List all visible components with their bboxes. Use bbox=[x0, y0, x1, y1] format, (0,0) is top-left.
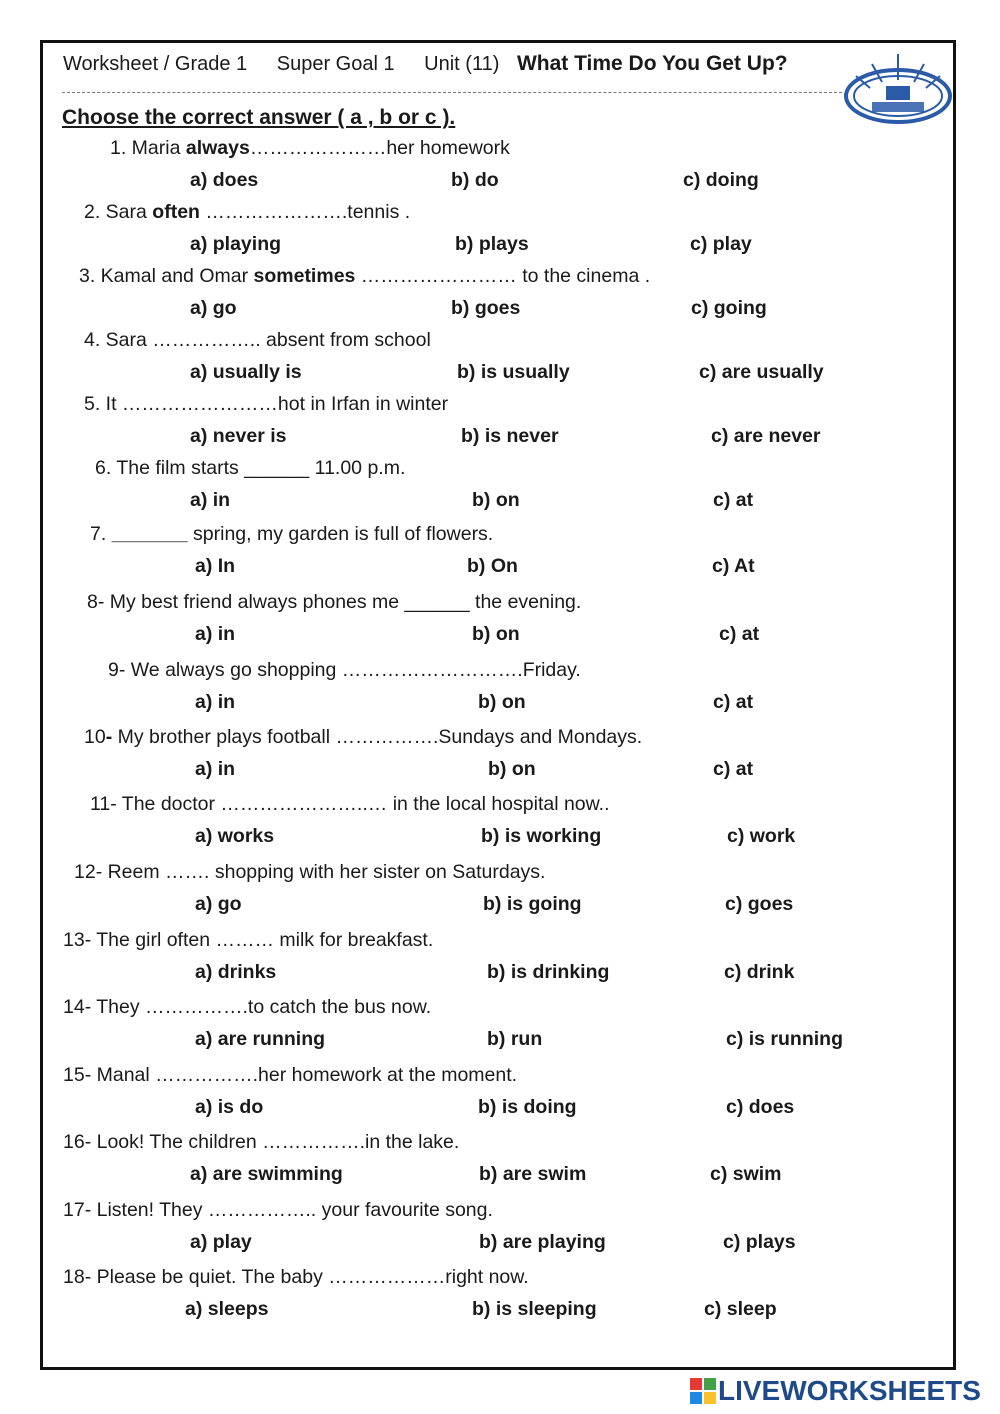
question-16 bbox=[63, 1131, 459, 1154]
option-a[interactable]: a) in bbox=[195, 691, 236, 713]
question-7 bbox=[90, 523, 493, 546]
question-1 bbox=[110, 137, 510, 160]
header-title: What Time Do You Get Up? bbox=[516, 52, 788, 75]
question-text: 17- Listen! They …………….. your favourite song. bbox=[63, 1199, 493, 1221]
footer-brand bbox=[690, 1376, 981, 1406]
question-text: 2. Sara bbox=[84, 201, 153, 223]
option-a[interactable]: a) usually is bbox=[190, 361, 302, 383]
question-text: 11- The doctor …………………..… in the local hospital now.. bbox=[90, 793, 610, 815]
question-2 bbox=[84, 201, 410, 224]
question-rest: My brother plays football …………….Sundays and Mondays. bbox=[112, 726, 643, 748]
option-c[interactable]: c) are usually bbox=[699, 361, 824, 383]
option-a[interactable]: a) in bbox=[195, 623, 236, 645]
option-a[interactable]: a) are running bbox=[195, 1028, 326, 1050]
option-a[interactable]: a) go bbox=[195, 893, 242, 915]
question-13 bbox=[63, 929, 433, 952]
option-b[interactable]: b) is drinking bbox=[487, 961, 610, 983]
option-c[interactable]: c) doing bbox=[683, 169, 759, 191]
option-a[interactable]: a) never is bbox=[190, 425, 287, 447]
question-14 bbox=[63, 996, 431, 1019]
question-12 bbox=[74, 861, 545, 884]
option-a[interactable]: a) go bbox=[190, 297, 237, 319]
worksheet-header bbox=[63, 52, 788, 76]
question-keyword: - bbox=[105, 726, 113, 748]
header-worksheet: Worksheet / Grade 1 bbox=[63, 53, 248, 75]
option-b[interactable]: b) is going bbox=[483, 893, 582, 915]
option-c[interactable]: c) drink bbox=[724, 961, 795, 983]
option-a[interactable]: a) sleeps bbox=[185, 1298, 269, 1320]
option-b[interactable]: b) is working bbox=[481, 825, 602, 847]
option-b[interactable]: b) on bbox=[488, 758, 536, 780]
question-text: 14- They …………….to catch the bus now. bbox=[63, 996, 432, 1018]
question-text: 10 bbox=[84, 726, 106, 748]
question-11 bbox=[90, 793, 610, 816]
option-a[interactable]: a) is do bbox=[195, 1096, 264, 1118]
question-keyword: often bbox=[152, 201, 200, 223]
question-text: 13- The girl often ……… milk for breakfast. bbox=[63, 929, 434, 951]
question-text: 6. The film starts ______ 11.00 p.m. bbox=[95, 457, 406, 479]
question-4 bbox=[84, 329, 431, 352]
option-c[interactable]: c) are never bbox=[711, 425, 821, 447]
question-8 bbox=[87, 591, 581, 614]
school-logo bbox=[842, 50, 954, 126]
option-a[interactable]: a) in bbox=[190, 489, 231, 511]
question-10 bbox=[84, 726, 642, 749]
option-b[interactable]: b) on bbox=[472, 489, 520, 511]
option-b[interactable]: b) On bbox=[467, 555, 518, 577]
option-c[interactable]: c) work bbox=[727, 825, 796, 847]
liveworksheets-logo-icon bbox=[690, 1378, 716, 1404]
question-text: 12- Reem ……. shopping with her sister on Saturdays. bbox=[74, 861, 546, 883]
option-b[interactable]: b) is doing bbox=[478, 1096, 577, 1118]
option-b[interactable]: b) are playing bbox=[479, 1231, 606, 1253]
question-text: 5. It ……………………hot in Irfan in winter bbox=[84, 393, 449, 415]
header-divider bbox=[62, 92, 842, 93]
question-text: 8- My best friend always phones me ______ the evening. bbox=[87, 591, 582, 613]
option-b[interactable]: b) plays bbox=[455, 233, 529, 255]
question-text: 4. Sara …………….. absent from school bbox=[84, 329, 431, 351]
option-b[interactable]: b) is usually bbox=[457, 361, 570, 383]
question-rest: ………………….tennis . bbox=[199, 201, 411, 223]
question-15 bbox=[63, 1064, 517, 1087]
question-rest: …………………… to the cinema . bbox=[355, 265, 651, 287]
question-text: 7. bbox=[90, 523, 112, 545]
option-a[interactable]: a) does bbox=[190, 169, 259, 191]
question-keyword: sometimes bbox=[253, 265, 356, 287]
question-18 bbox=[63, 1266, 529, 1289]
option-c[interactable]: c) at bbox=[713, 489, 754, 511]
question-rest: …………………her homework bbox=[249, 137, 510, 159]
option-b[interactable]: b) on bbox=[472, 623, 520, 645]
option-c[interactable]: c) at bbox=[719, 623, 760, 645]
option-b[interactable]: b) on bbox=[478, 691, 526, 713]
option-b[interactable]: b) run bbox=[487, 1028, 543, 1050]
header-course: Super Goal 1 bbox=[276, 53, 395, 75]
option-a[interactable]: a) works bbox=[195, 825, 275, 847]
question-text: 15- Manal …………….her homework at the moment. bbox=[63, 1064, 518, 1086]
option-c[interactable]: c) at bbox=[713, 758, 754, 780]
option-b[interactable]: b) is never bbox=[461, 425, 559, 447]
question-rest: spring, my garden is full of flowers. bbox=[187, 523, 494, 545]
question-17 bbox=[63, 1199, 493, 1222]
option-c[interactable]: c) play bbox=[690, 233, 752, 255]
option-c[interactable]: c) is running bbox=[726, 1028, 843, 1050]
option-c[interactable]: c) at bbox=[713, 691, 754, 713]
option-b[interactable]: b) is sleeping bbox=[472, 1298, 597, 1320]
option-c[interactable]: c) At bbox=[712, 555, 755, 577]
option-a[interactable]: a) play bbox=[190, 1231, 252, 1253]
option-a[interactable]: a) are swimming bbox=[190, 1163, 343, 1185]
brand-name: LIVEWORKSHEETS bbox=[718, 1375, 981, 1406]
option-b[interactable]: b) are swim bbox=[479, 1163, 587, 1185]
option-b[interactable]: b) goes bbox=[451, 297, 521, 319]
option-a[interactable]: a) In bbox=[195, 555, 236, 577]
option-c[interactable]: c) plays bbox=[723, 1231, 796, 1253]
question-6 bbox=[95, 457, 405, 480]
option-c[interactable]: c) swim bbox=[710, 1163, 782, 1185]
instruction: Choose the correct answer ( a , b or c ). bbox=[62, 106, 456, 129]
question-text: 1. Maria bbox=[110, 137, 186, 159]
option-c[interactable]: c) sleep bbox=[704, 1298, 777, 1320]
option-a[interactable]: a) drinks bbox=[195, 961, 277, 983]
question-5 bbox=[84, 393, 448, 416]
option-c[interactable]: c) going bbox=[691, 297, 767, 319]
option-c[interactable]: c) does bbox=[726, 1096, 795, 1118]
question-text: 18- Please be quiet. The baby ………………right now. bbox=[63, 1266, 529, 1288]
option-a[interactable]: a) playing bbox=[190, 233, 282, 255]
option-a[interactable]: a) in bbox=[195, 758, 236, 780]
question-text: 9- We always go shopping ……………………….Friday. bbox=[108, 659, 581, 681]
question-keyword: _______ bbox=[111, 523, 188, 545]
question-keyword: always bbox=[185, 137, 250, 159]
header-unit: Unit (11) bbox=[424, 53, 500, 75]
question-3 bbox=[79, 265, 650, 288]
question-text: 3. Kamal and Omar bbox=[79, 265, 254, 287]
option-b[interactable]: b) do bbox=[451, 169, 499, 191]
option-c[interactable]: c) goes bbox=[725, 893, 794, 915]
question-9 bbox=[108, 659, 581, 682]
question-text: 16- Look! The children …………….in the lake. bbox=[63, 1131, 460, 1153]
